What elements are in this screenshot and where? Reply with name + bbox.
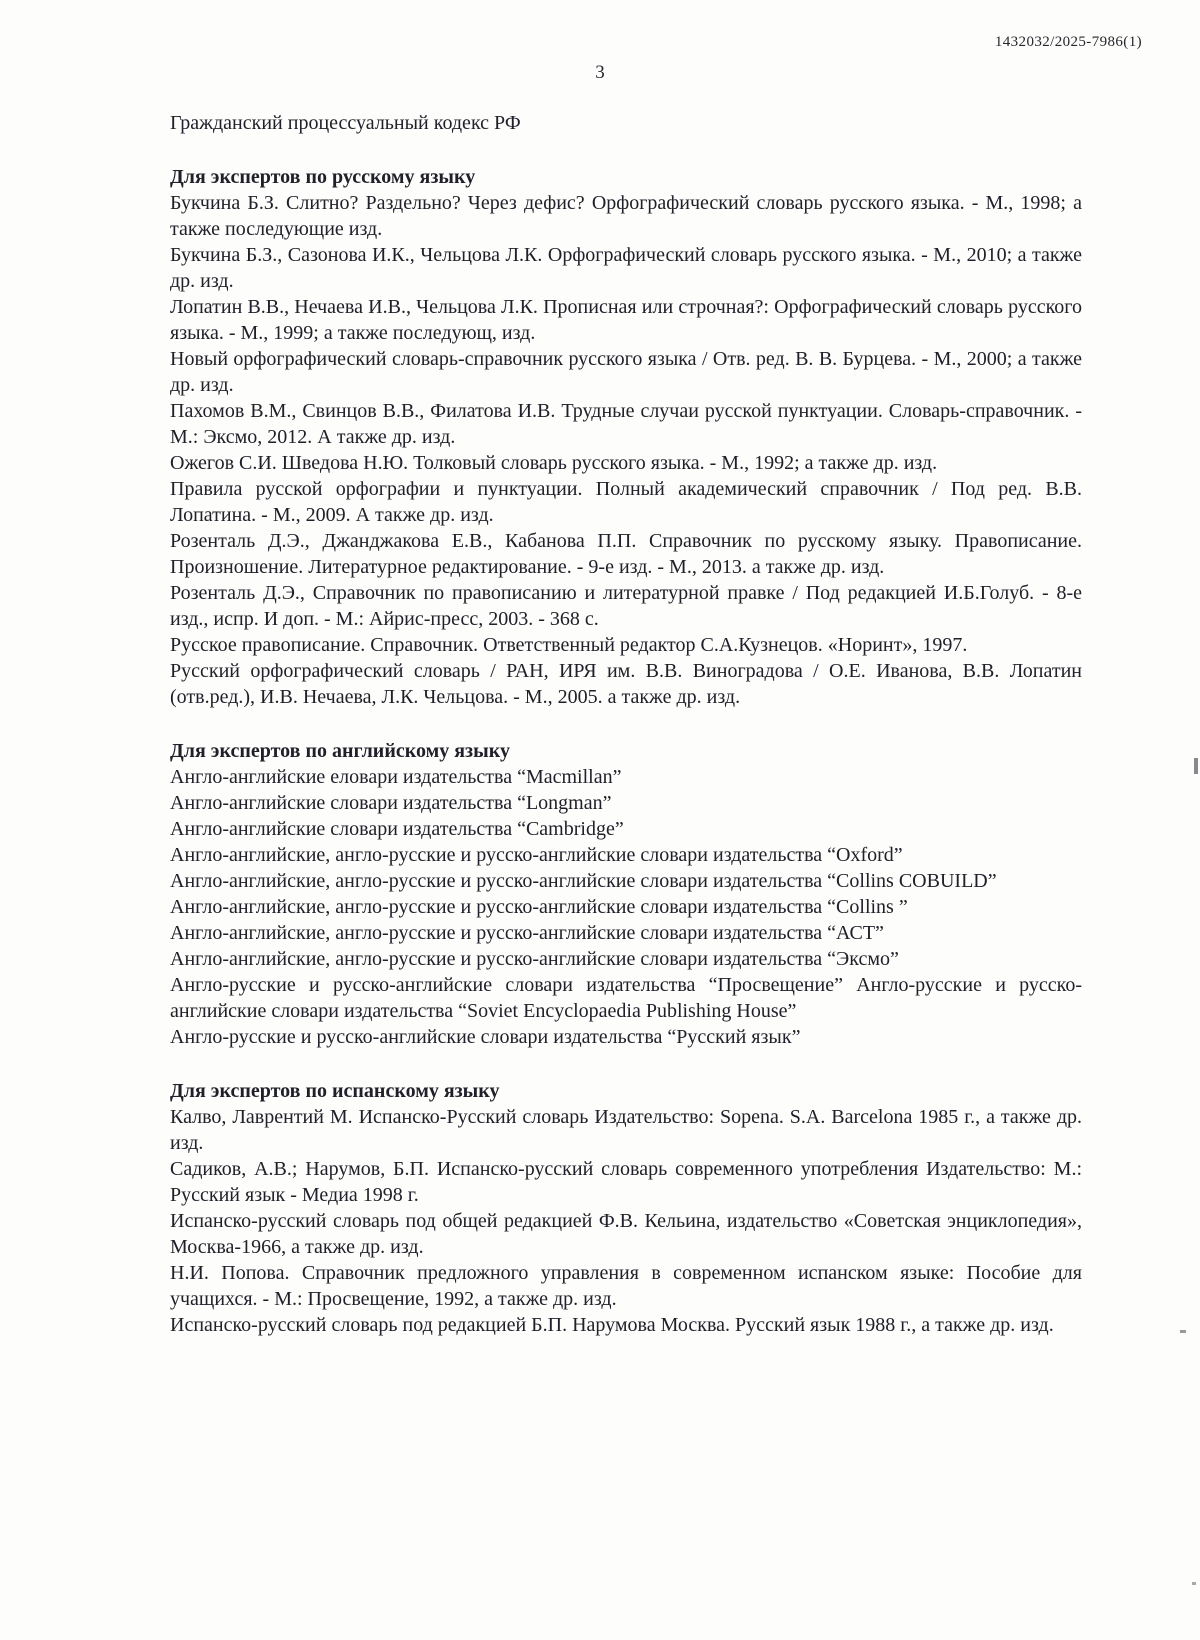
section-russian-experts	[170, 164, 1082, 710]
bibliography-entry: Ожегов С.И. Шведова Н.Ю. Толковый словарь русского языка. - М., 1992; а также др. изд.	[170, 452, 938, 474]
bibliography-entry: Н.И. Попова. Справочник предложного управления в современном испанском языке: Пособие для учащихся. - М.: Просвещение, 1992, а также др. изд.	[170, 1262, 1082, 1310]
bibliography-entry: Калво, Лаврентий М. Испанско-Русский словарь Издательство: Sopena. S.A. Barcelona 1985 г., а также др. изд.	[170, 1106, 1082, 1154]
bibliography-entry: Англо-русские и русско-английские словари издательства “Просвещение” Англо-русские и русско-английские словари издательства “Soviet Encyclopaedia Publishing House”	[170, 974, 1082, 1022]
document-content	[170, 110, 1082, 1338]
section-heading-spanish: Для экспертов по испанскому языку	[170, 1080, 500, 1102]
bibliography-entry: Розенталь Д.Э., Джанджакова Е.В., Кабанова П.П. Справочник по русскому языку. Правописание. Произношение. Литературное редактирование. - 9-е изд. - М., 2013. а также др. изд.	[170, 530, 1082, 578]
scan-artifact	[1194, 758, 1198, 774]
bibliography-entry: Лопатин В.В., Нечаева И.В., Чельцова Л.К. Прописная или строчная?: Орфографический словарь русского языка. - М., 1999; а также последующ, изд.	[170, 296, 1082, 344]
bibliography-entry: Испанско-русский словарь под общей редакцией Ф.В. Кельина, издательство «Советская энциклопедия», Москва-1966, а также др. изд.	[170, 1210, 1082, 1258]
intro-line: Гражданский процессуальный кодекс РФ	[170, 112, 521, 134]
bibliography-entry: Англо-русские и русско-английские словари издательства “Русский язык”	[170, 1026, 801, 1048]
bibliography-entry: Испанско-русский словарь под редакцией Б.П. Нарумова Москва. Русский язык 1988 г., а также др. изд.	[170, 1314, 1054, 1336]
scan-artifact	[1192, 1582, 1196, 1585]
bibliography-entry: Новый орфографический словарь-справочник русского языка / Отв. ред. В. В. Бурцева. - М., 2000; а также др. изд.	[170, 348, 1082, 396]
bibliography-entry: Русский орфографический словарь / РАН, ИРЯ им. В.В. Виноградова / О.Е. Иванова, В.В. Лопатин (отв.ред.), И.В. Нечаева, Л.К. Чельцова. - М., 2005. а также др. изд.	[170, 660, 1082, 708]
bibliography-entry: Англо-английские, англо-русские и русско-английские словари издательства “Collins ”	[170, 896, 908, 918]
section-entries-spanish	[170, 1104, 1082, 1338]
bibliography-entry: Правила русской орфографии и пунктуации. Полный академический справочник / Под ред. В.В. Лопатина. - М., 2009. А также др. изд.	[170, 478, 1082, 526]
bibliography-entry: Букчина Б.З., Сазонова И.К., Чельцова Л.К. Орфографический словарь русского языка. - М., 2010; а также др. изд.	[170, 244, 1082, 292]
bibliography-entry: Англо-английские, англо-русские и русско-английские словари издательства “Oxford”	[170, 844, 903, 866]
page-number: 3	[595, 62, 605, 83]
bibliography-entry: Англо-английские словари издательства “Longman”	[170, 792, 612, 814]
section-heading-russian: Для экспертов по русскому языку	[170, 166, 476, 188]
bibliography-entry: Розенталь Д.Э., Справочник по правописанию и литературной правке / Под редакцией И.Б.Голуб. - 8-е изд., испр. И доп. - М.: Айрис-пресс, 2003. - 368 с.	[170, 582, 1082, 630]
bibliography-entry: Садиков, А.В.; Нарумов, Б.П. Испанско-русский словарь современного употребления Издательство: М.: Русский язык - Медиа 1998 г.	[170, 1158, 1082, 1206]
bibliography-entry: Англо-английские, англо-русские и русско-английские словари издательства “АСТ”	[170, 922, 884, 944]
section-heading-english: Для экспертов по английскому языку	[170, 740, 510, 762]
scan-artifact	[1180, 1330, 1186, 1333]
bibliography-entry: Букчина Б.З. Слитно? Раздельно? Через дефис? Орфографический словарь русского языка. - М., 1998; а также последующие изд.	[170, 192, 1082, 240]
section-english-experts	[170, 738, 1082, 1050]
bibliography-entry: Англо-английские, англо-русские и русско-английские словари издательства “Эксмо”	[170, 948, 899, 970]
bibliography-entry: Пахомов В.М., Свинцов В.В., Филатова И.В. Трудные случаи русской пунктуации. Словарь-справочник. - М.: Эксмо, 2012. А также др. изд.	[170, 400, 1082, 448]
section-spanish-experts	[170, 1078, 1082, 1338]
section-entries-russian	[170, 190, 1082, 710]
section-entries-english	[170, 764, 1082, 1050]
document-number: 1432032/2025-7986(1)	[994, 34, 1142, 50]
bibliography-entry: Англо-английские словари издательства “Cambridge”	[170, 818, 624, 840]
bibliography-entry: Англо-английские, англо-русские и русско-английские словари издательства “Collins COBUILD”	[170, 870, 997, 892]
bibliography-entry: Русское правописание. Справочник. Ответственный редактор С.А.Кузнецов. «Норинт», 1997.	[170, 634, 968, 656]
bibliography-entry: Англо-английские еловари издательства “Macmillan”	[170, 766, 622, 788]
